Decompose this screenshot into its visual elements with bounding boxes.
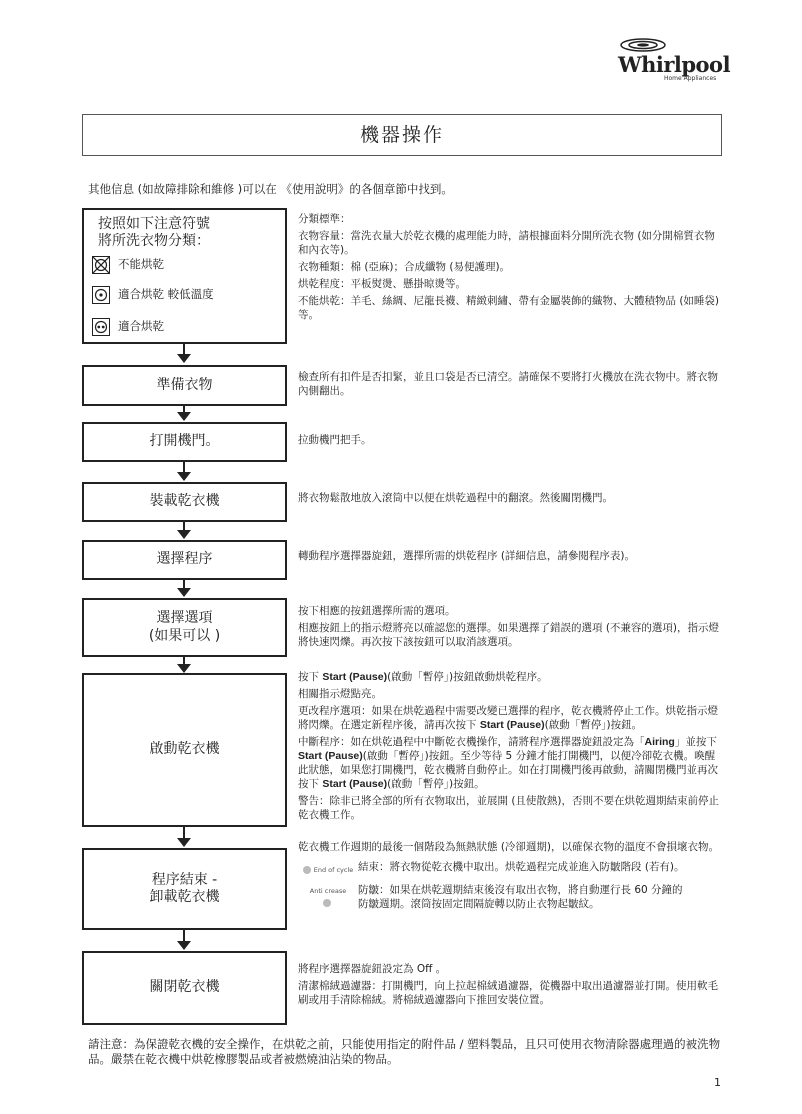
step-description — [298, 491, 722, 508]
desc-line: 不能烘乾：羊毛、絲綢、尼龍長襪、精緻刺繡、帶有金屬裝飾的織物、大體積物品 (如睡袋)等。 — [298, 295, 720, 321]
no-tumble-dry-icon — [92, 256, 110, 274]
step-open-door — [82, 422, 287, 462]
tumble-dry-low-icon — [92, 286, 110, 304]
step-label: 選擇選項 (如果可以 ) — [148, 610, 221, 644]
logo-swirl-icon — [620, 38, 666, 52]
flow-arrow — [177, 412, 191, 421]
whirlpool-logo — [606, 38, 731, 86]
desc-line: 將衣物鬆散地放入滾筒中以便在烘乾過程中的翻滾。然後關閉機門。 — [298, 492, 613, 504]
step-description — [298, 212, 722, 325]
page-number: 1 — [714, 1076, 721, 1089]
anti-crease-indicator: Anti crease — [298, 883, 358, 907]
step-label: 準備衣物 — [156, 376, 213, 393]
symbol-text: 適合烘乾 較低溫度 — [118, 287, 214, 302]
step-label: 裝載乾衣機 — [149, 493, 220, 510]
flow-arrow — [177, 838, 191, 847]
desc-line: 中斷程序：如在烘乾過程中中斷乾衣機操作，請將程序選擇器旋鈕設定為「Airing」並按下 Start (Pause)(啟動「暫停」)按鈕。至少等待 5 分鐘才能打開機門，以便冷卻乾衣機。喚醒此狀態，如果您打開機門，乾衣機將自動停止。如在打開機門後再啟動，請關閉機門並再次按下 Start (Pause)(啟動「暫停」)按鈕。 — [298, 736, 718, 790]
desc-line: 轉動程序選擇器旋鈕，選擇所需的烘乾程序 (詳細信息，請參閱程序表)。 — [298, 550, 636, 562]
desc-line: 按下相應的按鈕選擇所需的選項。 — [298, 605, 456, 617]
anti-crease-row — [298, 883, 722, 911]
step-label: 程序結束 - 卸載乾衣機 — [149, 871, 220, 905]
flow-arrow — [177, 472, 191, 481]
step-label: 打開機門。 — [149, 433, 220, 450]
end-of-cycle-indicator: End of cycle — [298, 860, 358, 877]
step-start-dryer — [82, 673, 287, 827]
step-select-options — [82, 598, 287, 657]
step-description — [298, 604, 722, 652]
desc-line: 烘乾程度：平板熨燙、懸掛晾燙等。 — [298, 278, 466, 290]
desc-line: 衣物種類：棉 (亞麻)；合成纖物 (易便護理)。 — [298, 261, 511, 273]
indicator-light-icon — [323, 899, 331, 907]
step-switch-off — [82, 951, 287, 1025]
desc-line: 乾衣機工作週期的最後一個階段為無熱狀態 (冷卻週期)，以確保衣物的溫度不會損壞衣物。 — [298, 841, 720, 853]
step-description — [298, 962, 722, 1010]
step-description — [298, 549, 722, 566]
flow-arrow — [177, 354, 191, 363]
page-title: 機器操作 — [359, 124, 444, 146]
step-prepare-laundry — [82, 365, 287, 406]
desc-line: 將程序選擇器旋鈕設定為 Off 。 — [298, 963, 447, 975]
desc-line: 檢查所有扣件是否扣緊，並且口袋是否已清空。請確保不要將打火機放在洗衣物中。將衣物內側翻出。 — [298, 371, 718, 397]
flow-arrow — [177, 588, 191, 597]
step-label: 選擇程序 — [156, 551, 213, 568]
step-description — [298, 670, 722, 825]
brand-subtitle: Home Appliances — [664, 75, 717, 82]
desc-line: 衣物容量：當洗衣量大於乾衣機的處理能力時，請根據面料分開所洗衣物 (如分開棉質衣物和內衣等)。 — [298, 230, 715, 256]
anti-crease-text: 防皺：如果在烘乾週期結束後沒有取出衣物，將自動運行長 60 分鐘的防皺週期。滾筒按固定間隔旋轉以防止衣物起皺紋。 — [358, 884, 683, 910]
symbol-row — [92, 286, 285, 304]
flow-arrow — [177, 664, 191, 673]
desc-line: 更改程序選項：如果在烘乾過程中需要改變已選擇的程序，乾衣機將停止工作。烘乾指示燈將閃爍。在選定新程序後，請再次按下 Start (Pause)(啟動「暫停」)按鈕。 — [298, 705, 718, 731]
desc-line: 相關指示燈點亮。 — [298, 688, 382, 700]
desc-line: 分類標準： — [298, 213, 351, 225]
desc-line: 按下 Start (Pause)(啟動「暫停」)按鈕啟動烘乾程序。 — [298, 671, 548, 683]
desc-line: 警告：除非已將全部的所有衣物取出，並展開 (且使散熱)，否則不要在烘乾週期結束前停止乾衣機工作。 — [298, 795, 720, 821]
symbol-row — [92, 256, 285, 274]
step-load-dryer — [82, 482, 287, 522]
end-of-cycle-text: 結束：將衣物從乾衣機中取出。烘乾過程完成並進入防皺階段 (若有)。 — [358, 861, 685, 873]
page-title-box — [82, 114, 722, 156]
step-label: 按照如下注意符號 將所洗衣物分類： — [98, 216, 210, 249]
flow-arrow — [177, 941, 191, 950]
desc-line: 相應按鈕上的指示燈將亮以確認您的選擇。如果選擇了錯誤的選項 (不兼容的選項)，指示燈將快速閃爍。再次按下該按鈕可以取消該選項。 — [298, 622, 720, 648]
tumble-dry-normal-icon — [92, 318, 110, 336]
step-description — [298, 370, 722, 401]
intro-text: 其他信息 (如故障排除和維修 )可以在 《使用說明》的各個章節中找到。 — [88, 182, 453, 196]
step-label: 關閉乾衣機 — [149, 979, 220, 996]
end-of-cycle-row — [298, 860, 722, 877]
indicator-light-icon — [303, 866, 311, 874]
symbol-text: 不能烘乾 — [118, 257, 164, 272]
symbol-row — [92, 318, 285, 336]
step-sort-laundry — [82, 208, 287, 344]
symbol-text: 適合烘乾 — [118, 319, 164, 334]
step-description — [298, 433, 722, 450]
step-select-program — [82, 540, 287, 580]
safety-note: 請注意：為保證乾衣機的安全操作，在烘乾之前，只能使用指定的附件品 / 塑料製品，且只可使用衣物清除器處理過的被洗物品。嚴禁在乾衣機中烘乾橡膠製品或者被燃燒油沾染的物品。 — [88, 1037, 721, 1066]
step-end-unload — [82, 848, 287, 930]
desc-line: 拉動機門把手。 — [298, 434, 372, 446]
step-description — [298, 840, 722, 911]
desc-line: 清潔棉絨過濾器：打開機門，向上拉起棉絨過濾器，從機器中取出過濾器並打開。使用軟毛刷或用手清除棉絨。將棉絨過濾器向下推回安裝位置。 — [298, 980, 718, 1006]
brand-name: Whirlpool — [618, 52, 731, 77]
flow-arrow — [177, 530, 191, 539]
step-label: 啟動乾衣機 — [149, 741, 220, 758]
